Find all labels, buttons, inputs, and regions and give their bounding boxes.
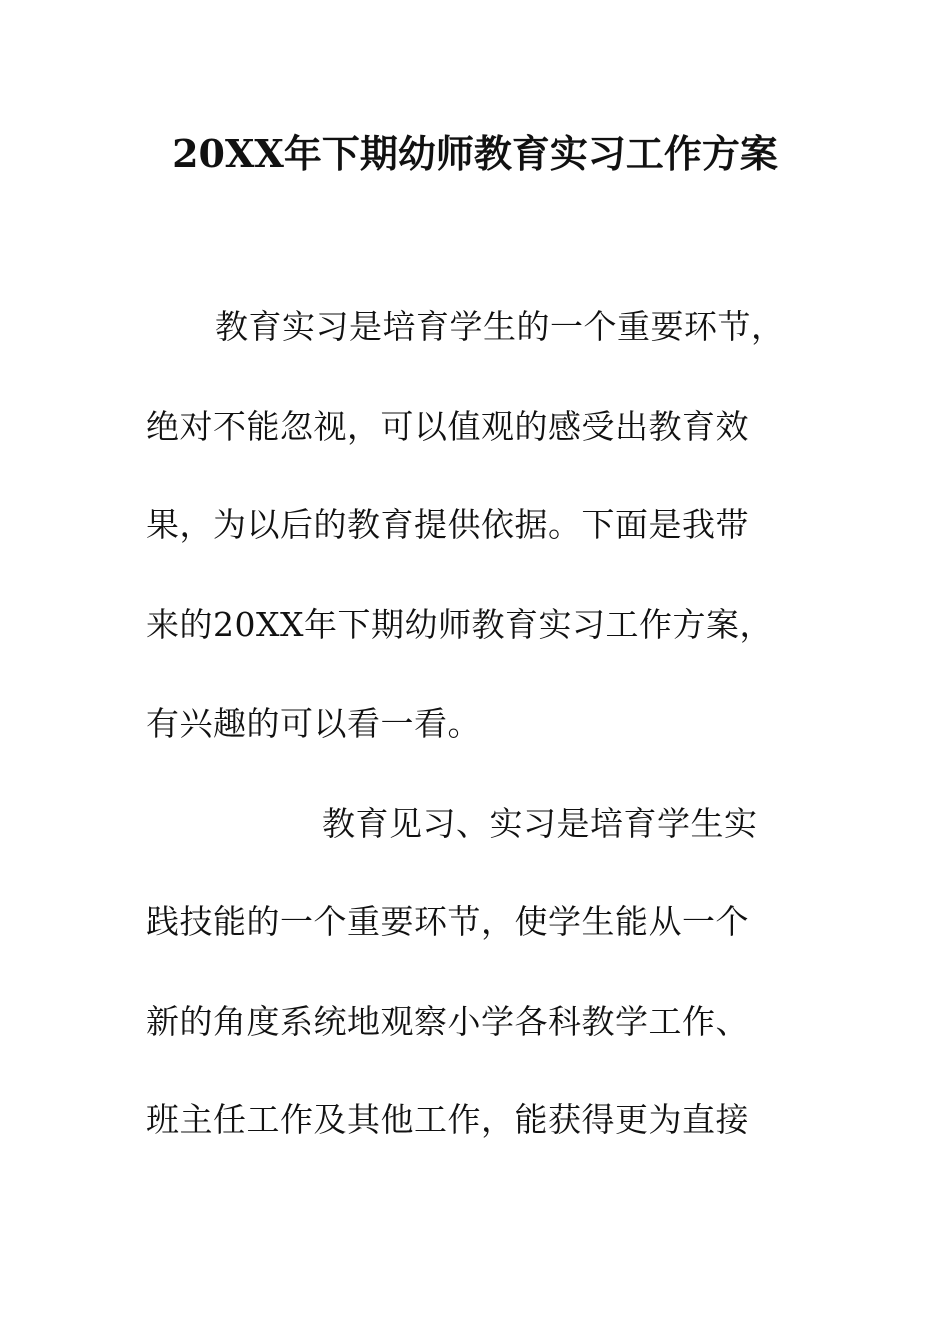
paragraph-line: 来的20XX年下期幼师教育实习工作方案， [146, 605, 773, 644]
paragraph-line: 班主任工作及其他工作，能获得更为直接 [146, 1100, 749, 1139]
document-title: 20XX年下期幼师教育实习工作方案 [172, 131, 778, 176]
paragraph-line: 践技能的一个重要环节，使学生能从一个 [146, 902, 749, 941]
paragraph-line: 果，为以后的教育提供依据。下面是我带 [146, 505, 749, 544]
paragraph-line: 绝对不能忽视，可以值观的感受出教育效 [146, 407, 749, 446]
paragraph-line: 有兴趣的可以看一看。 [146, 704, 481, 743]
paragraph-line: 教育实习是培育学生的一个重要环节， [215, 307, 785, 346]
paragraph-line: 教育见习、实习是培育学生实 [322, 804, 758, 843]
paragraph-line: 新的角度系统地观察小学各科教学工作、 [146, 1002, 749, 1041]
